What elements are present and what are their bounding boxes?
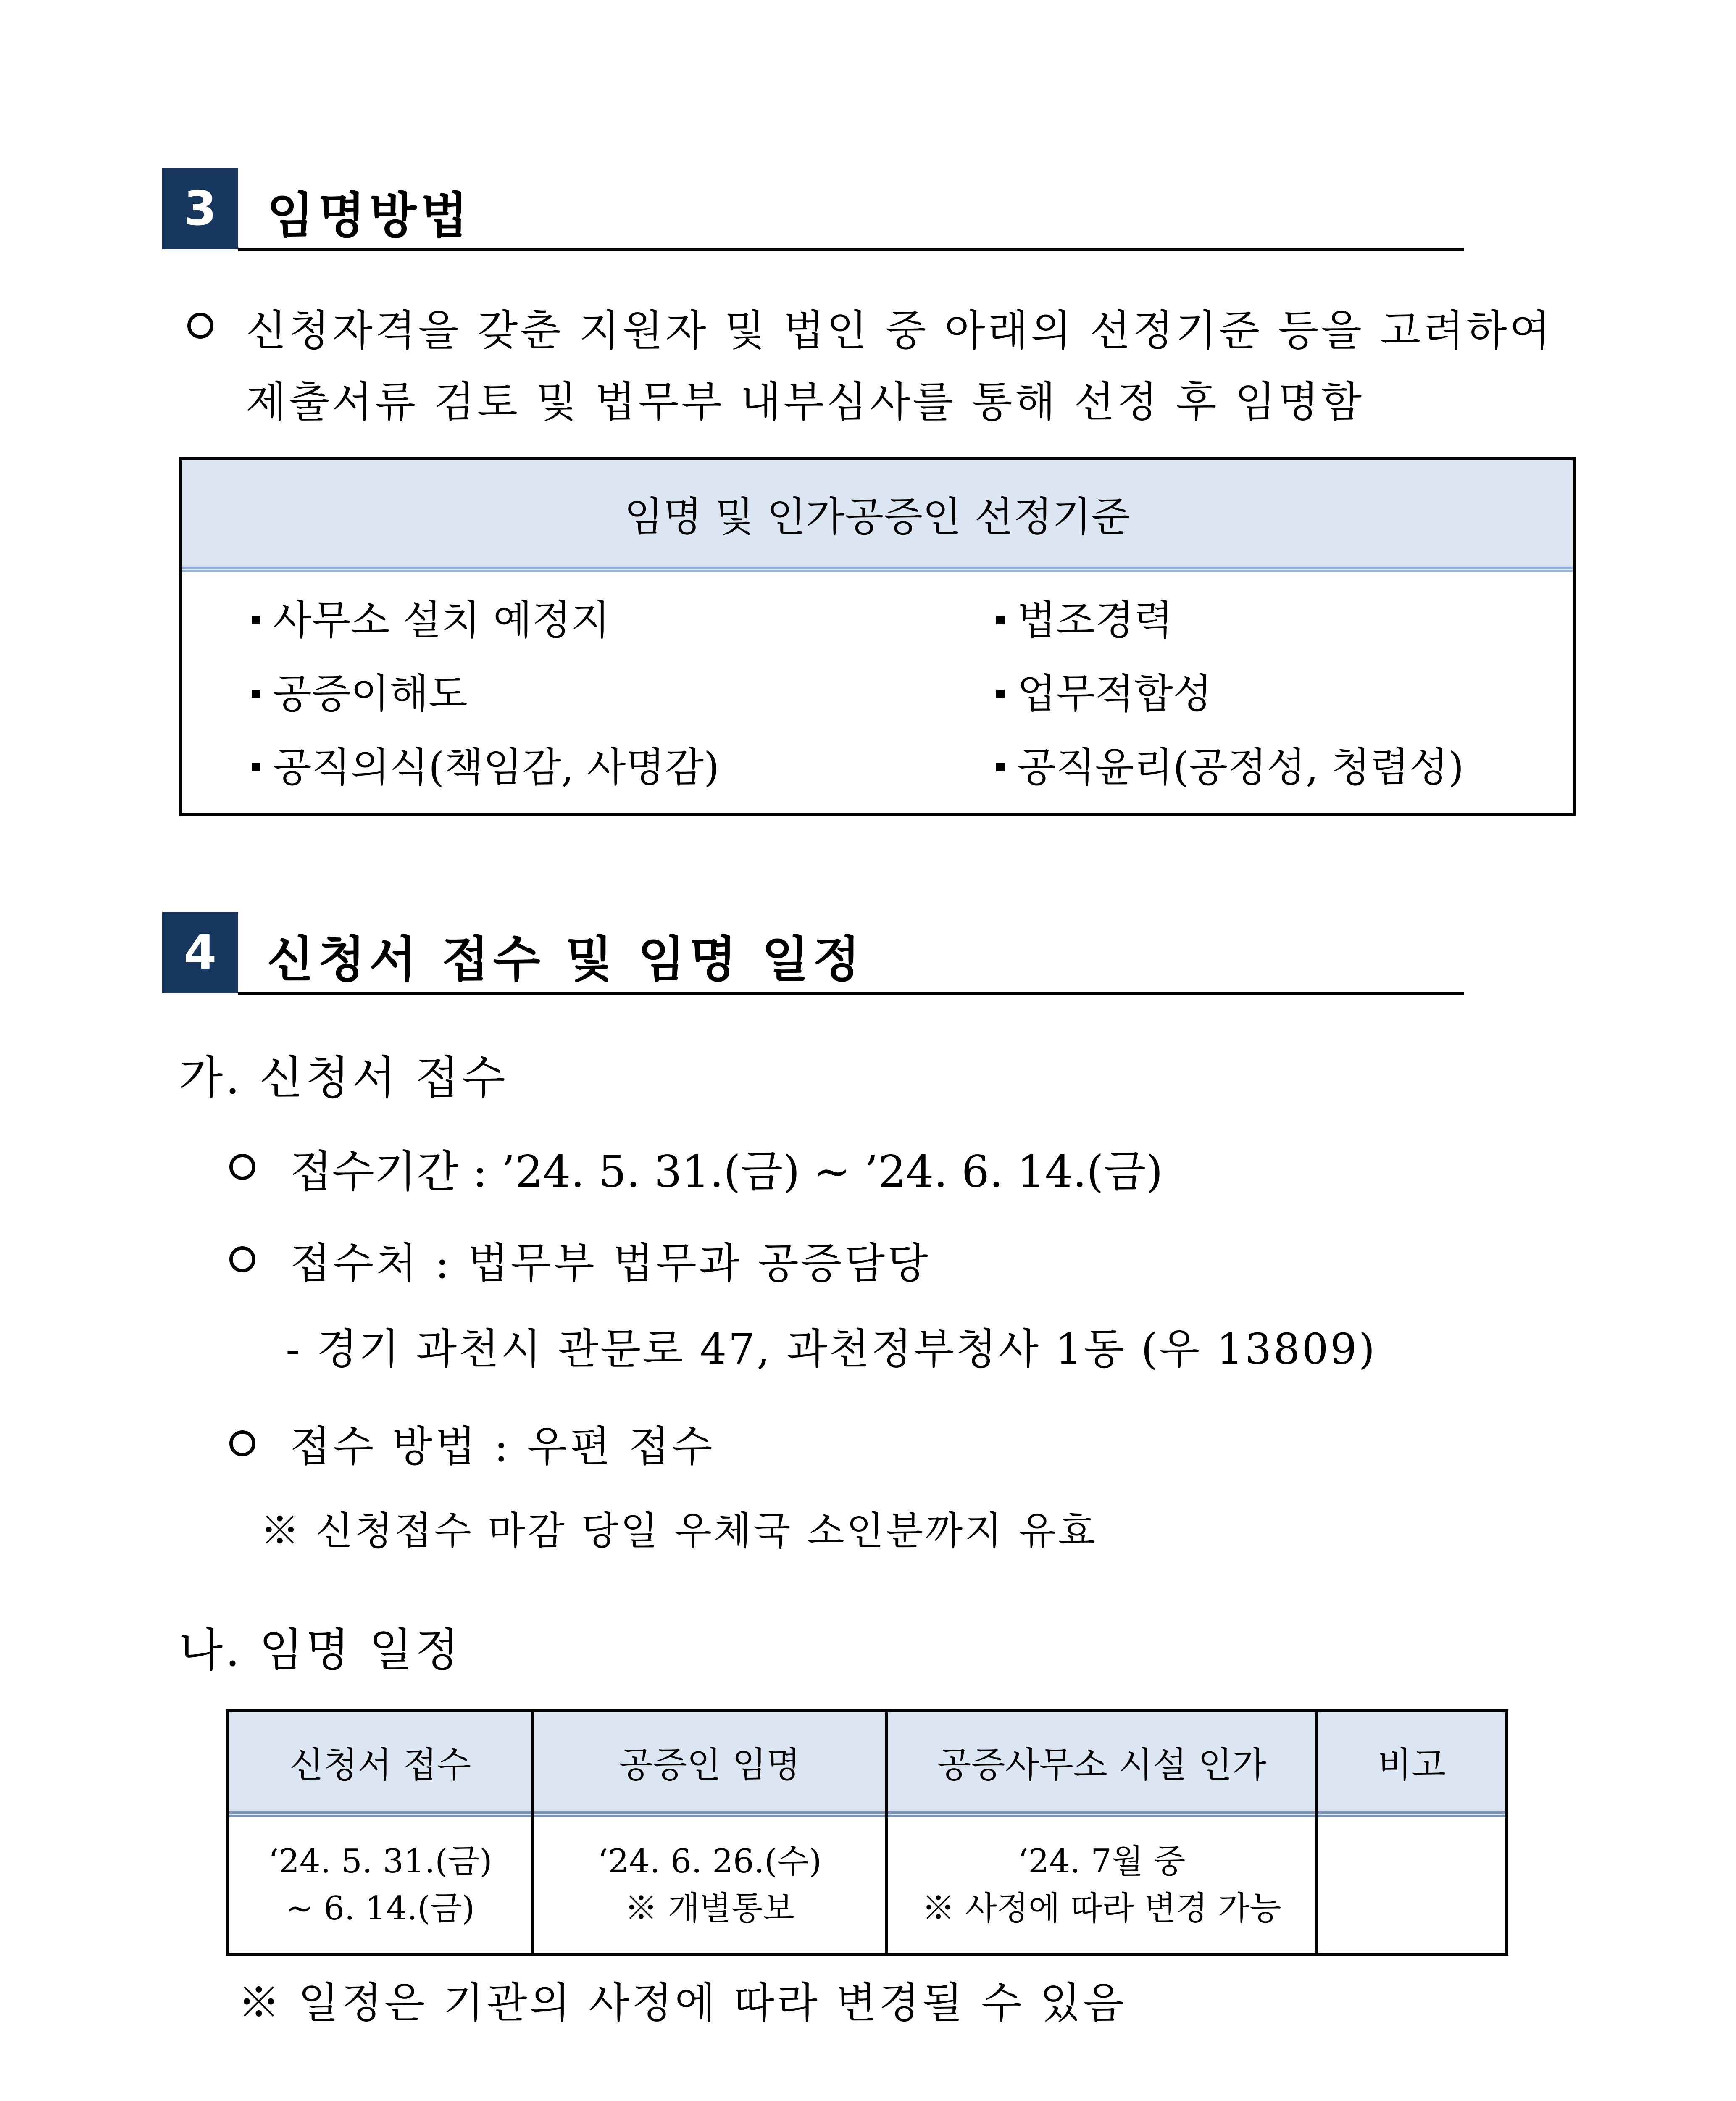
table-cell: ‘24. 5. 31.(금) ~ 6. 14.(금) (268, 1843, 492, 1927)
criteria-item: 사무소 설치 예정지 (252, 588, 610, 646)
table-cell: ‘24. 6. 26.(수) ※ 개별통보 (597, 1843, 822, 1927)
section-3-number-badge (162, 168, 238, 249)
application-place: 접수처 : 법무부 법무과 공증담당 (290, 1239, 931, 1288)
section-3-number: 3 (184, 181, 217, 236)
subsection-a-title: 가. 신청서 접수 (179, 1052, 508, 1104)
application-address: - 경기 과천시 관문로 47, 과천정부청사 1동 (우 13809) (286, 1324, 1377, 1374)
square-bullet-icon (996, 616, 1005, 624)
square-bullet-icon (996, 690, 1005, 698)
circle-bullet-icon (187, 313, 213, 339)
section-3-underline (238, 248, 1464, 251)
criteria-item: 공증이해도 (252, 662, 468, 719)
square-bullet-icon (996, 763, 1005, 771)
table-header-cell: 비고 (1377, 1744, 1446, 1785)
section-4-title: 신청서 접수 및 임명 일정 (267, 931, 865, 988)
criteria-item: 공직윤리(공정성, 청렴성) (996, 735, 1464, 793)
section-3-intro-line2: 제출서류 검토 및 법무부 내부심사를 통해 선정 후 임명함 (246, 377, 1365, 427)
criteria-item: 법조경력 (996, 588, 1173, 646)
square-bullet-icon (252, 616, 260, 624)
table-header-cell: 신청서 접수 (289, 1744, 471, 1785)
section-3-title: 임명방법 (267, 187, 472, 244)
circle-bullet-icon (229, 1246, 255, 1272)
square-bullet-icon (252, 690, 260, 698)
table-cell: ‘24. 7월 중 ※ 사정에 따라 변경 가능 (922, 1843, 1281, 1927)
schedule-table (226, 1709, 1508, 1956)
section-4-number-badge (162, 912, 238, 993)
section-4-number: 4 (184, 925, 217, 980)
table-header-cell: 공증사무소 시설 인가 (937, 1744, 1266, 1785)
criteria-item: 업무적합성 (996, 662, 1212, 719)
schedule-footnote: ※ 일정은 기관의 사정에 따라 변경될 수 있음 (238, 1978, 1126, 2027)
circle-bullet-icon (229, 1430, 255, 1456)
circle-bullet-icon (229, 1154, 255, 1180)
table-header-cell: 공증인 임명 (618, 1744, 801, 1785)
application-method: 접수 방법 : 우편 접수 (290, 1422, 715, 1471)
section-3-intro-line1: 신청자격을 갖춘 지원자 및 법인 중 아래의 선정기준 등을 고려하여 (246, 306, 1553, 355)
criteria-header: 임명 및 인가공증인 선정기준 (182, 460, 1573, 572)
subsection-b-title: 나. 임명 일정 (179, 1624, 462, 1677)
criteria-item: 공직의식(책임감, 사명감) (252, 735, 719, 793)
square-bullet-icon (252, 763, 260, 771)
table-cell-remarks (1318, 1817, 1505, 1953)
selection-criteria-box (179, 457, 1576, 816)
application-period: 접수기간 : ’24. 5. 31.(금) ~ ’24. 6. 14.(금) (290, 1146, 1163, 1197)
section-4-underline (238, 992, 1464, 995)
application-note: ※ 신청접수 마감 당일 우체국 소인분까지 유효 (260, 1509, 1098, 1553)
